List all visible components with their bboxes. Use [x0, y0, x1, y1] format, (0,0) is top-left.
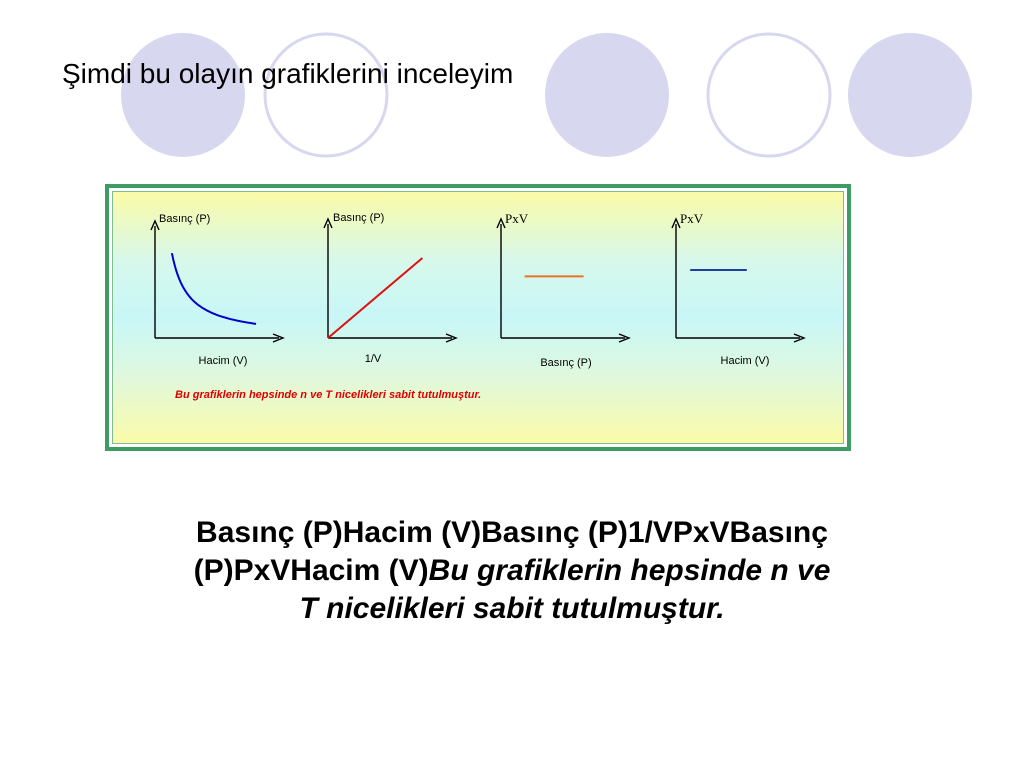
- deco-circle-filled: [545, 33, 669, 157]
- series-line: [328, 258, 422, 338]
- x-axis-label: Basınç (P): [540, 357, 592, 369]
- graph-4: [672, 211, 804, 367]
- decorative-circles: [0, 0, 1024, 200]
- y-axis-label: Basınç (P): [159, 213, 211, 225]
- y-axis-label: PxV: [505, 211, 529, 226]
- series-line: [172, 253, 256, 324]
- caption-line-2-italic: Bu grafiklerin hepsinde n ve: [428, 554, 831, 587]
- caption-text: [0, 514, 1024, 628]
- caption-line-2: [0, 552, 1024, 590]
- y-axis-label: Basınç (P): [333, 212, 385, 224]
- graphs-panel: [112, 191, 844, 444]
- deco-circle-outline: [265, 34, 387, 156]
- slide-title: Şimdi bu olayın grafiklerini inceleyim: [62, 58, 514, 89]
- figure-note: Bu grafiklerin hepsinde n ve T nicelikleri sabit tutulmuştur.: [175, 389, 482, 401]
- x-axis-label: Hacim (V): [198, 355, 248, 367]
- deco-circle-outline: [708, 34, 830, 156]
- caption-line-2-plain: (P)PxVHacim (V): [193, 554, 429, 587]
- graphs-figure: [105, 184, 851, 451]
- caption-line-1: Basınç (P)Hacim (V)Basınç (P)1/VPxVBasınç: [196, 516, 828, 549]
- charts-svg: [113, 192, 844, 444]
- graph-1: [151, 213, 283, 367]
- graph-3: [497, 211, 629, 369]
- x-axis-label: 1/V: [364, 353, 382, 365]
- graph-2: [324, 212, 456, 365]
- deco-circle-filled: [848, 33, 972, 157]
- deco-circle-filled: [121, 33, 245, 157]
- y-axis-label: PxV: [680, 211, 704, 226]
- x-axis-label: Hacim (V): [720, 355, 770, 367]
- caption-line-3: T nicelikleri sabit tutulmuştur.: [299, 592, 725, 625]
